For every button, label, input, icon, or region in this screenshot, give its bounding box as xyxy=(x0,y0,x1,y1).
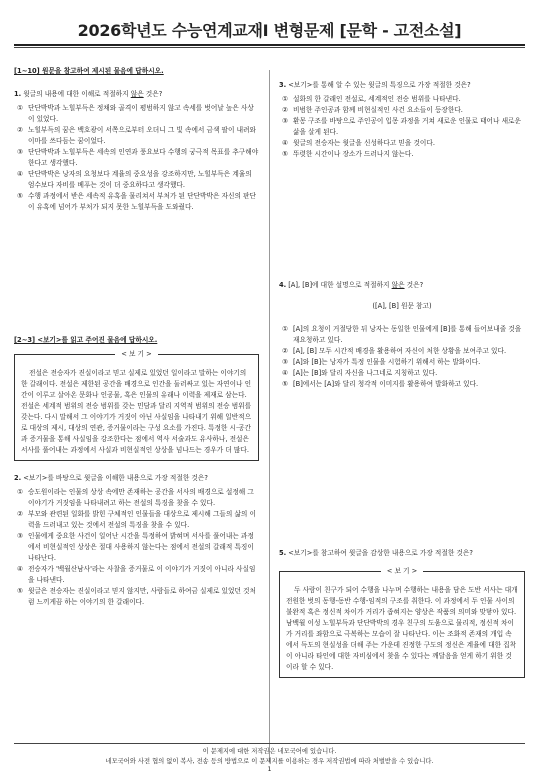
q1-stem-emphasis: 않은 xyxy=(130,90,144,98)
option-number: ⑤ xyxy=(282,150,288,158)
bogi-text: 두 사람이 친구가 되어 수행을 나누며 수행하는 내용을 담은 도반 서사는 대개 전원한 벗의 동행-동반 수행-임적의 구조를 취한다. 이 과정에서 두 인물 사이의 불완적 혹은 정신적 차이가 거리가 좁혀지는 양상은 작품의 의미와 맞닿아 있다. 남백월 이성 노힐부득과 단단박박의 경우 친구의 도움으로 물리적, 정신적 차이가 거리를 좌함으로 극복하는 모습이 잘 나타난다. 이는 조화적 존재의 개입 속에서 득도의 현실성을 더해 주는 가운데 진정한 구도의 정신은 계율에 대한 집착이 아니라 타인에 대한 자비심에서 찾을 수 있다는 깨달음을 얻게 하기 위한 것이라 할 수 있다. xyxy=(286,586,518,671)
option-text: [A]의 요청이 거절당한 뒤 낭자는 동일한 인물에게 [B]를 통해 들어보내줄 것을 재요청하고 있다. xyxy=(293,325,522,344)
section-heading-2-3: [2~3] <보기>를 읽고 주어진 물음에 답하시오. xyxy=(14,336,158,344)
option-number: ② xyxy=(17,126,23,134)
option-number: ⑤ xyxy=(17,587,23,595)
option-text: 전승자가 '백월산남사'라는 사찰을 증거물로 이 이야기가 거짓이 아니라 사실임을 나타낸다. xyxy=(28,565,256,584)
question-4-stem xyxy=(279,280,525,291)
q4-stem-text: [A], [B]에 대한 설명으로 적절하지 xyxy=(288,281,392,289)
q4-option-1[interactable] xyxy=(279,324,525,346)
option-text: [B]에서는 [A]와 달리 청각적 이미지를 활용하여 발화하고 있다. xyxy=(293,380,479,388)
option-number: ④ xyxy=(17,170,23,178)
question-5-stem xyxy=(279,548,525,559)
page-title: 2026학년도 수능연계교재Ⅰ 변형문제 [문학 - 고전소설] xyxy=(77,21,462,40)
option-text: 노힐부득의 꿈은 백호광이 서쪽으로부터 오더니 그 빛 속에서 금색 팔이 내려와 이마를 쓰다듬는 꿈이었다. xyxy=(28,126,256,145)
option-number: ④ xyxy=(17,565,23,573)
option-text: 환몽 구조를 바탕으로 주인공이 입몽 과정을 거쳐 새로운 인물로 태어나 새로운 삶을 살게 된다. xyxy=(293,117,521,136)
question-5-number: 5. xyxy=(279,549,287,557)
question-1-options xyxy=(14,103,259,213)
q1-option-2[interactable] xyxy=(14,125,259,147)
bogi-text: 전설은 전승자가 진실이라고 믿고 실제로 있었던 일이라고 말하는 이야기의 한 갈래이다. 전설은 제한된 공간을 배경으로 인간을 둘러싸고 있는 자연이나 인간이 이루고 살아온 문화나 인공물, 혹은 인물의 유래나 이력을 제재로 삼는다. 전설은 세계적 범위의 전승 범위를 갖는 민담과 달리 지역적 범위의 전승 범위를 갖는다. 다시 말해서 그 이야기가 거짓이 아닌 사실임을 나타내기 위해 일반적으로 대상의 제시, 대상의 연관, 증거물이라는 구성 요소를 가진다. 특정한 시·공간과 증거물을 통해 사실임을 강조한다는 점에서 역사 서술과도 유사하나, 전설은 서사를 풀어내는 과정에서 사실과 비현실적인 상상을 넘나드는 경우가 더 많다. xyxy=(21,369,252,454)
option-number: ③ xyxy=(282,117,288,125)
option-number: ① xyxy=(282,95,288,103)
question-3-stem xyxy=(279,80,525,91)
q3-option-2[interactable] xyxy=(279,105,525,116)
header-rule-thin xyxy=(14,47,525,48)
q4-option-2[interactable] xyxy=(279,346,525,357)
question-1-stem xyxy=(14,89,259,100)
q1-option-1[interactable] xyxy=(14,103,259,125)
bogi-caption-text: < 보 기 > xyxy=(381,567,424,575)
q1-option-5[interactable] xyxy=(14,191,259,213)
option-text: 수행 과정에서 받은 세속적 유혹을 물리쳐서 부처가 된 단단박박은 자신의 판단이 유혹에 넘어가 부처가 되지 못한 노힐부득을 도와줬다. xyxy=(28,192,256,211)
option-number: ③ xyxy=(17,532,23,540)
footer-copyright: 이 문제지에 대한 저작권은 네모국어에 있습니다. xyxy=(202,748,337,755)
option-number: ① xyxy=(17,104,23,112)
question-2-options xyxy=(14,487,259,608)
q3-stem-text: <보기>를 통해 알 수 있는 윗글의 특징으로 가장 적절한 것은? xyxy=(288,81,471,89)
question-2-number: 2. xyxy=(14,474,22,482)
option-text: 부모와 관련된 일화를 밝힌 구체적인 인물들을 대상으로 제시해 그들의 삶의 이력을 드러내고 있는 것에서 전설의 특징을 찾을 수 있다. xyxy=(28,510,256,529)
option-text: 비범한 주인공과 함께 비현실적인 사건 요소들이 등장한다. xyxy=(293,106,463,114)
option-text: 단단박박과 노힐부득은 세속의 인연과 풍요보다 수행의 궁극적 목표를 추구해야 한다고 생각했다. xyxy=(28,148,259,167)
q2-option-2[interactable] xyxy=(14,509,259,531)
q4-option-4[interactable] xyxy=(279,368,525,379)
option-text: [A], [B] 모두 시간적 배경을 활용하여 자신이 처한 상황을 보여주고 있다. xyxy=(293,347,507,355)
q5-stem-text: <보기>를 참고하여 윗글을 감상한 내용으로 가장 적절한 것은? xyxy=(288,549,473,557)
option-text: 인물에게 중요한 사건이 일어난 시간을 특정하여 밝혀며 서사를 풀어내는 과정에서 비현실적인 상상은 절대 사용하지 않는다는 점에서 전설의 갈래적 특징이 나타난다. xyxy=(28,532,254,562)
question-4-options xyxy=(279,324,525,390)
q1-option-4[interactable] xyxy=(14,169,259,191)
q4-stem-end: 것은? xyxy=(404,281,424,289)
q2-option-3[interactable] xyxy=(14,531,259,564)
option-text: 설화의 한 갈래인 전설로, 세계적인 전승 범위를 나타낸다. xyxy=(293,95,461,103)
q3-option-3[interactable] xyxy=(279,116,525,138)
left-column-lower xyxy=(14,335,259,608)
q2-option-5[interactable] xyxy=(14,586,259,608)
right-column xyxy=(279,80,525,160)
right-column-q5 xyxy=(279,548,525,678)
section-heading-1-10: [1~10] 원문을 참고하여 제시된 물음에 답하시오. xyxy=(14,67,164,75)
option-number: ① xyxy=(282,325,288,333)
header-rule xyxy=(14,44,525,46)
bogi-box-1 xyxy=(14,350,259,461)
bogi-caption xyxy=(280,566,524,577)
option-text: 단단박박과 노힐부득은 정채와 골격이 평범하지 않고 속세를 벗어날 높은 사상이 있었다. xyxy=(28,104,254,123)
page-number: 1 xyxy=(267,766,272,773)
right-column-q4 xyxy=(279,280,525,390)
option-number: ④ xyxy=(282,139,288,147)
q4-option-3[interactable] xyxy=(279,357,525,368)
option-number: ② xyxy=(17,510,23,518)
option-text: 윗글은 전승자는 진실이라고 믿지 않지만, 사람들로 하여금 실제로 있었던 것처럼 느끼게끔 하는 이야기의 한 갈래이다. xyxy=(28,587,256,606)
column-divider xyxy=(269,70,270,762)
option-text: 뚜렷한 시간이나 장소가 드러나지 않는다. xyxy=(293,150,414,158)
q2-option-4[interactable] xyxy=(14,564,259,586)
option-number: ⑤ xyxy=(282,380,288,388)
question-3-number: 3. xyxy=(279,81,287,89)
option-number: ② xyxy=(282,347,288,355)
question-1-number: 1. xyxy=(14,90,22,98)
q4-option-5[interactable] xyxy=(279,379,525,390)
footer-warning: 네모국어와 사전 협의 없이 복사, 전송 등의 방법으로 이 문제지를 이용하는 경우 저작권법에 따라 처벌받을 수 있습니다. xyxy=(105,758,434,765)
option-number: ② xyxy=(282,106,288,114)
q1-stem-end: 것은? xyxy=(143,90,163,98)
q2-stem-text: <보기>를 바탕으로 윗글을 이해한 내용으로 가장 적절한 것은? xyxy=(23,474,208,482)
question-4-number: 4. xyxy=(279,281,287,289)
option-number: ③ xyxy=(282,358,288,366)
option-number: ① xyxy=(17,488,23,496)
q3-option-4[interactable] xyxy=(279,138,525,149)
question-4-reference-note: ([A], [B] 원문 참고) xyxy=(372,302,432,310)
q3-option-1[interactable] xyxy=(279,94,525,105)
question-3-options xyxy=(279,94,525,160)
bogi-caption-text: < 보 기 > xyxy=(115,350,158,358)
footer-rule xyxy=(14,743,525,744)
q3-option-5[interactable] xyxy=(279,149,525,160)
q1-stem-text: 윗글의 내용에 대한 이해로 적절하지 xyxy=(23,90,131,98)
q1-option-3[interactable] xyxy=(14,147,259,169)
question-2-stem xyxy=(14,473,259,484)
option-number: ③ xyxy=(17,148,23,156)
option-text: 단단박박은 낭자의 요청보다 계율의 중요성을 강조하지만, 노힐부득은 계율의 엄수보다 자비를 베푸는 것이 더 중요하다고 생각했다. xyxy=(28,170,252,189)
bogi-caption xyxy=(15,349,258,360)
option-text: 승도원이라는 인물의 상상 속에만 존재하는 공간을 서사의 배경으로 설정해 그 이야기가 거짓임을 나타내려고 하는 전설의 특징을 찾을 수 있다. xyxy=(28,488,254,507)
left-column xyxy=(14,66,259,213)
option-text: [A]는 [B]와 달리 자신을 나그네로 지칭하고 있다. xyxy=(293,369,438,377)
bogi-box-2 xyxy=(279,567,525,678)
option-number: ④ xyxy=(282,369,288,377)
q2-option-1[interactable] xyxy=(14,487,259,509)
option-text: 윗글의 전승자는 윗글을 신성하다고 믿을 것이다. xyxy=(293,139,435,147)
option-number: ⑤ xyxy=(17,192,23,200)
option-text: [A]와 [B]는 낭자가 특정 인물을 시험하기 위해서 하는 발화이다. xyxy=(293,358,481,366)
q4-stem-emphasis: 않은 xyxy=(391,281,405,289)
